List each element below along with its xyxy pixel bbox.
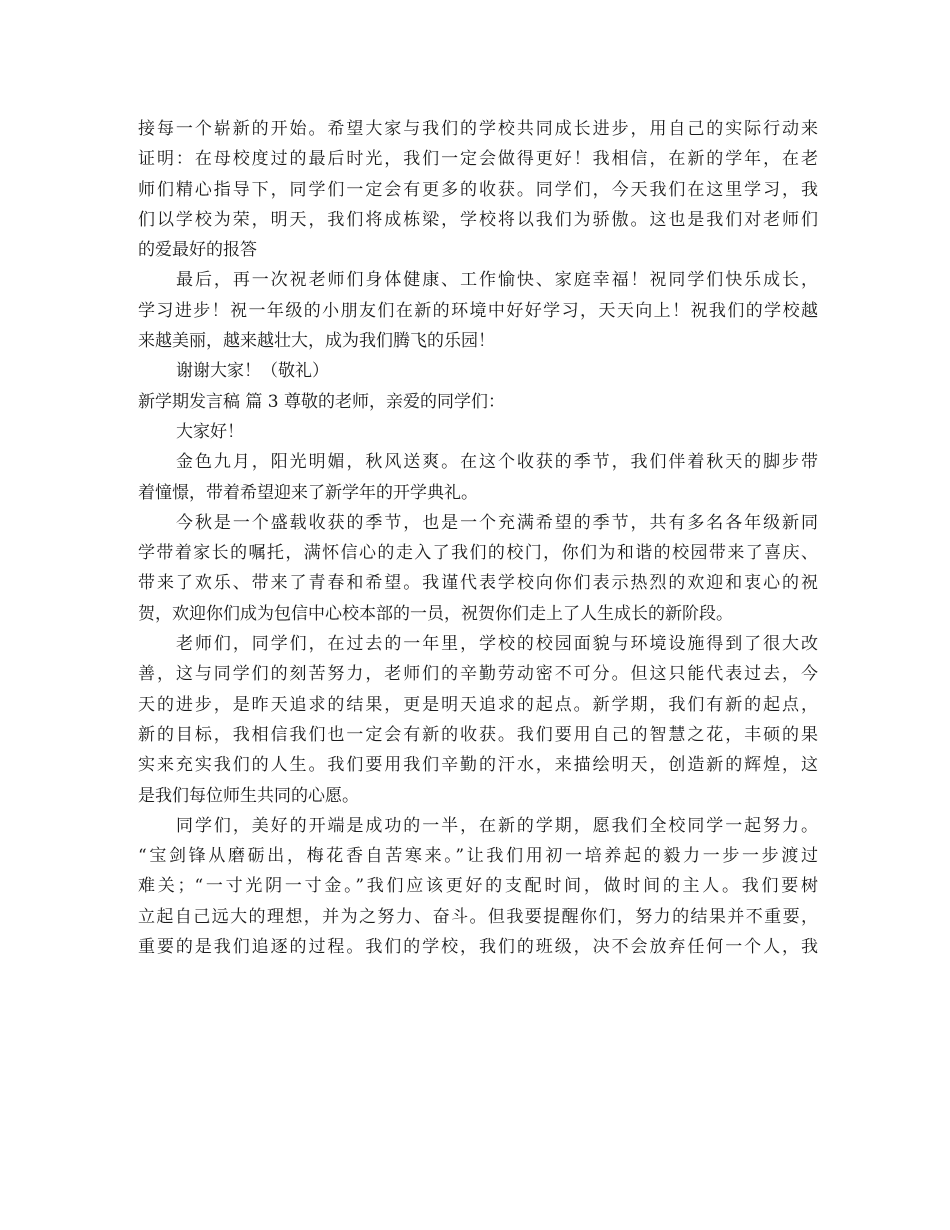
text-line: 师们精心指导下，同学们一定会有更多的收获。同学们，今天我们在这里学习，我 <box>138 179 818 200</box>
text-line: 来越美丽，越来越壮大，成为我们腾飞的乐园！ <box>138 331 495 352</box>
section-heading-line: 新学期发言稿 篇 3 尊敬的老师，亲爱的同学们： <box>138 391 506 412</box>
text-line: 贺，欢迎你们成为包信中心校本部的一员，祝贺你们走上了人生成长的新阶段。 <box>138 603 733 624</box>
paragraph-start-line: 同学们，美好的开端是成功的一半，在新的学期，愿我们全校同学一起努力。 <box>176 815 818 836</box>
text-line: 带来了欢乐、带来了青春和希望。我谨代表学校向你们表示热烈的欢迎和衷心的祝 <box>138 573 818 594</box>
text-line: 立起自己远大的理想，并为之努力、奋斗。但我要提醒你们，努力的结果并不重要， <box>138 906 818 927</box>
text-line: 接每一个崭新的开始。希望大家与我们的学校共同成长进步，用自己的实际行动来 <box>138 119 818 139</box>
text-line: 们以学校为荣，明天，我们将成栋梁，学校将以我们为骄傲。这也是我们对老师们 <box>138 209 818 230</box>
paragraph-start-line: 今秋是一个盛载收获的季节，也是一个充满希望的季节，共有多名各年级新同 <box>176 512 818 533</box>
text-line: “宝剑锋从磨砺出，梅花香自苦寒来。”让我们用初一培养起的毅力一步一步渡过 <box>138 846 818 867</box>
paragraph-start-line: 金色九月，阳光明媚，秋风送爽。在这个收获的季节，我们伴着秋天的脚步带 <box>176 452 818 473</box>
text-line: 难关；“一寸光阴一寸金。”我们应该更好的支配时间，做时间的主人。我们要树 <box>138 876 818 897</box>
greeting-line: 大家好！ <box>176 421 244 442</box>
text-line: 重要的是我们追逐的过程。我们的学校，我们的班级，决不会放弃任何一个人，我 <box>138 937 818 958</box>
text-line: 是我们每位师生共同的心愿。 <box>138 785 359 806</box>
paragraph-start-line: 老师们，同学们，在过去的一年里，学校的校园面貌与环境设施得到了很大改 <box>176 634 818 655</box>
document-body <box>138 114 818 962</box>
text-line: 学习进步！祝一年级的小朋友们在新的环境中好好学习，天天向上！祝我们的学校越 <box>138 300 818 321</box>
text-line: 证明：在母校度过的最后时光，我们一定会做得更好！我相信，在新的学年，在老 <box>138 149 818 170</box>
text-line: 天的进步，是昨天追求的结果，更是明天追求的起点。新学期，我们有新的起点， <box>138 694 818 715</box>
paragraph-start-line: 最后，再一次祝老师们身体健康、工作愉快、家庭幸福！祝同学们快乐成长， <box>176 270 818 291</box>
text-line: 的爱最好的报答 <box>138 240 257 261</box>
text-line: 着憧憬，带着希望迎来了新学年的开学典礼。 <box>138 482 478 503</box>
text-line: 善，这与同学们的刻苦努力，老师们的辛勤劳动密不可分。但这只能代表过去，今 <box>138 664 818 685</box>
text-line: 学带着家长的嘱托，满怀信心的走入了我们的校门，你们为和谐的校园带来了喜庆、 <box>138 543 818 564</box>
text-line: 实来充实我们的人生。我们要用我们辛勤的汗水，来描绘明天，创造新的辉煌，这 <box>138 755 818 776</box>
paragraph-start-line: 谢谢大家！（敬礼） <box>176 361 329 382</box>
text-line: 新的目标，我相信我们也一定会有新的收获。我们要用自己的智慧之花，丰硕的果 <box>138 724 818 745</box>
